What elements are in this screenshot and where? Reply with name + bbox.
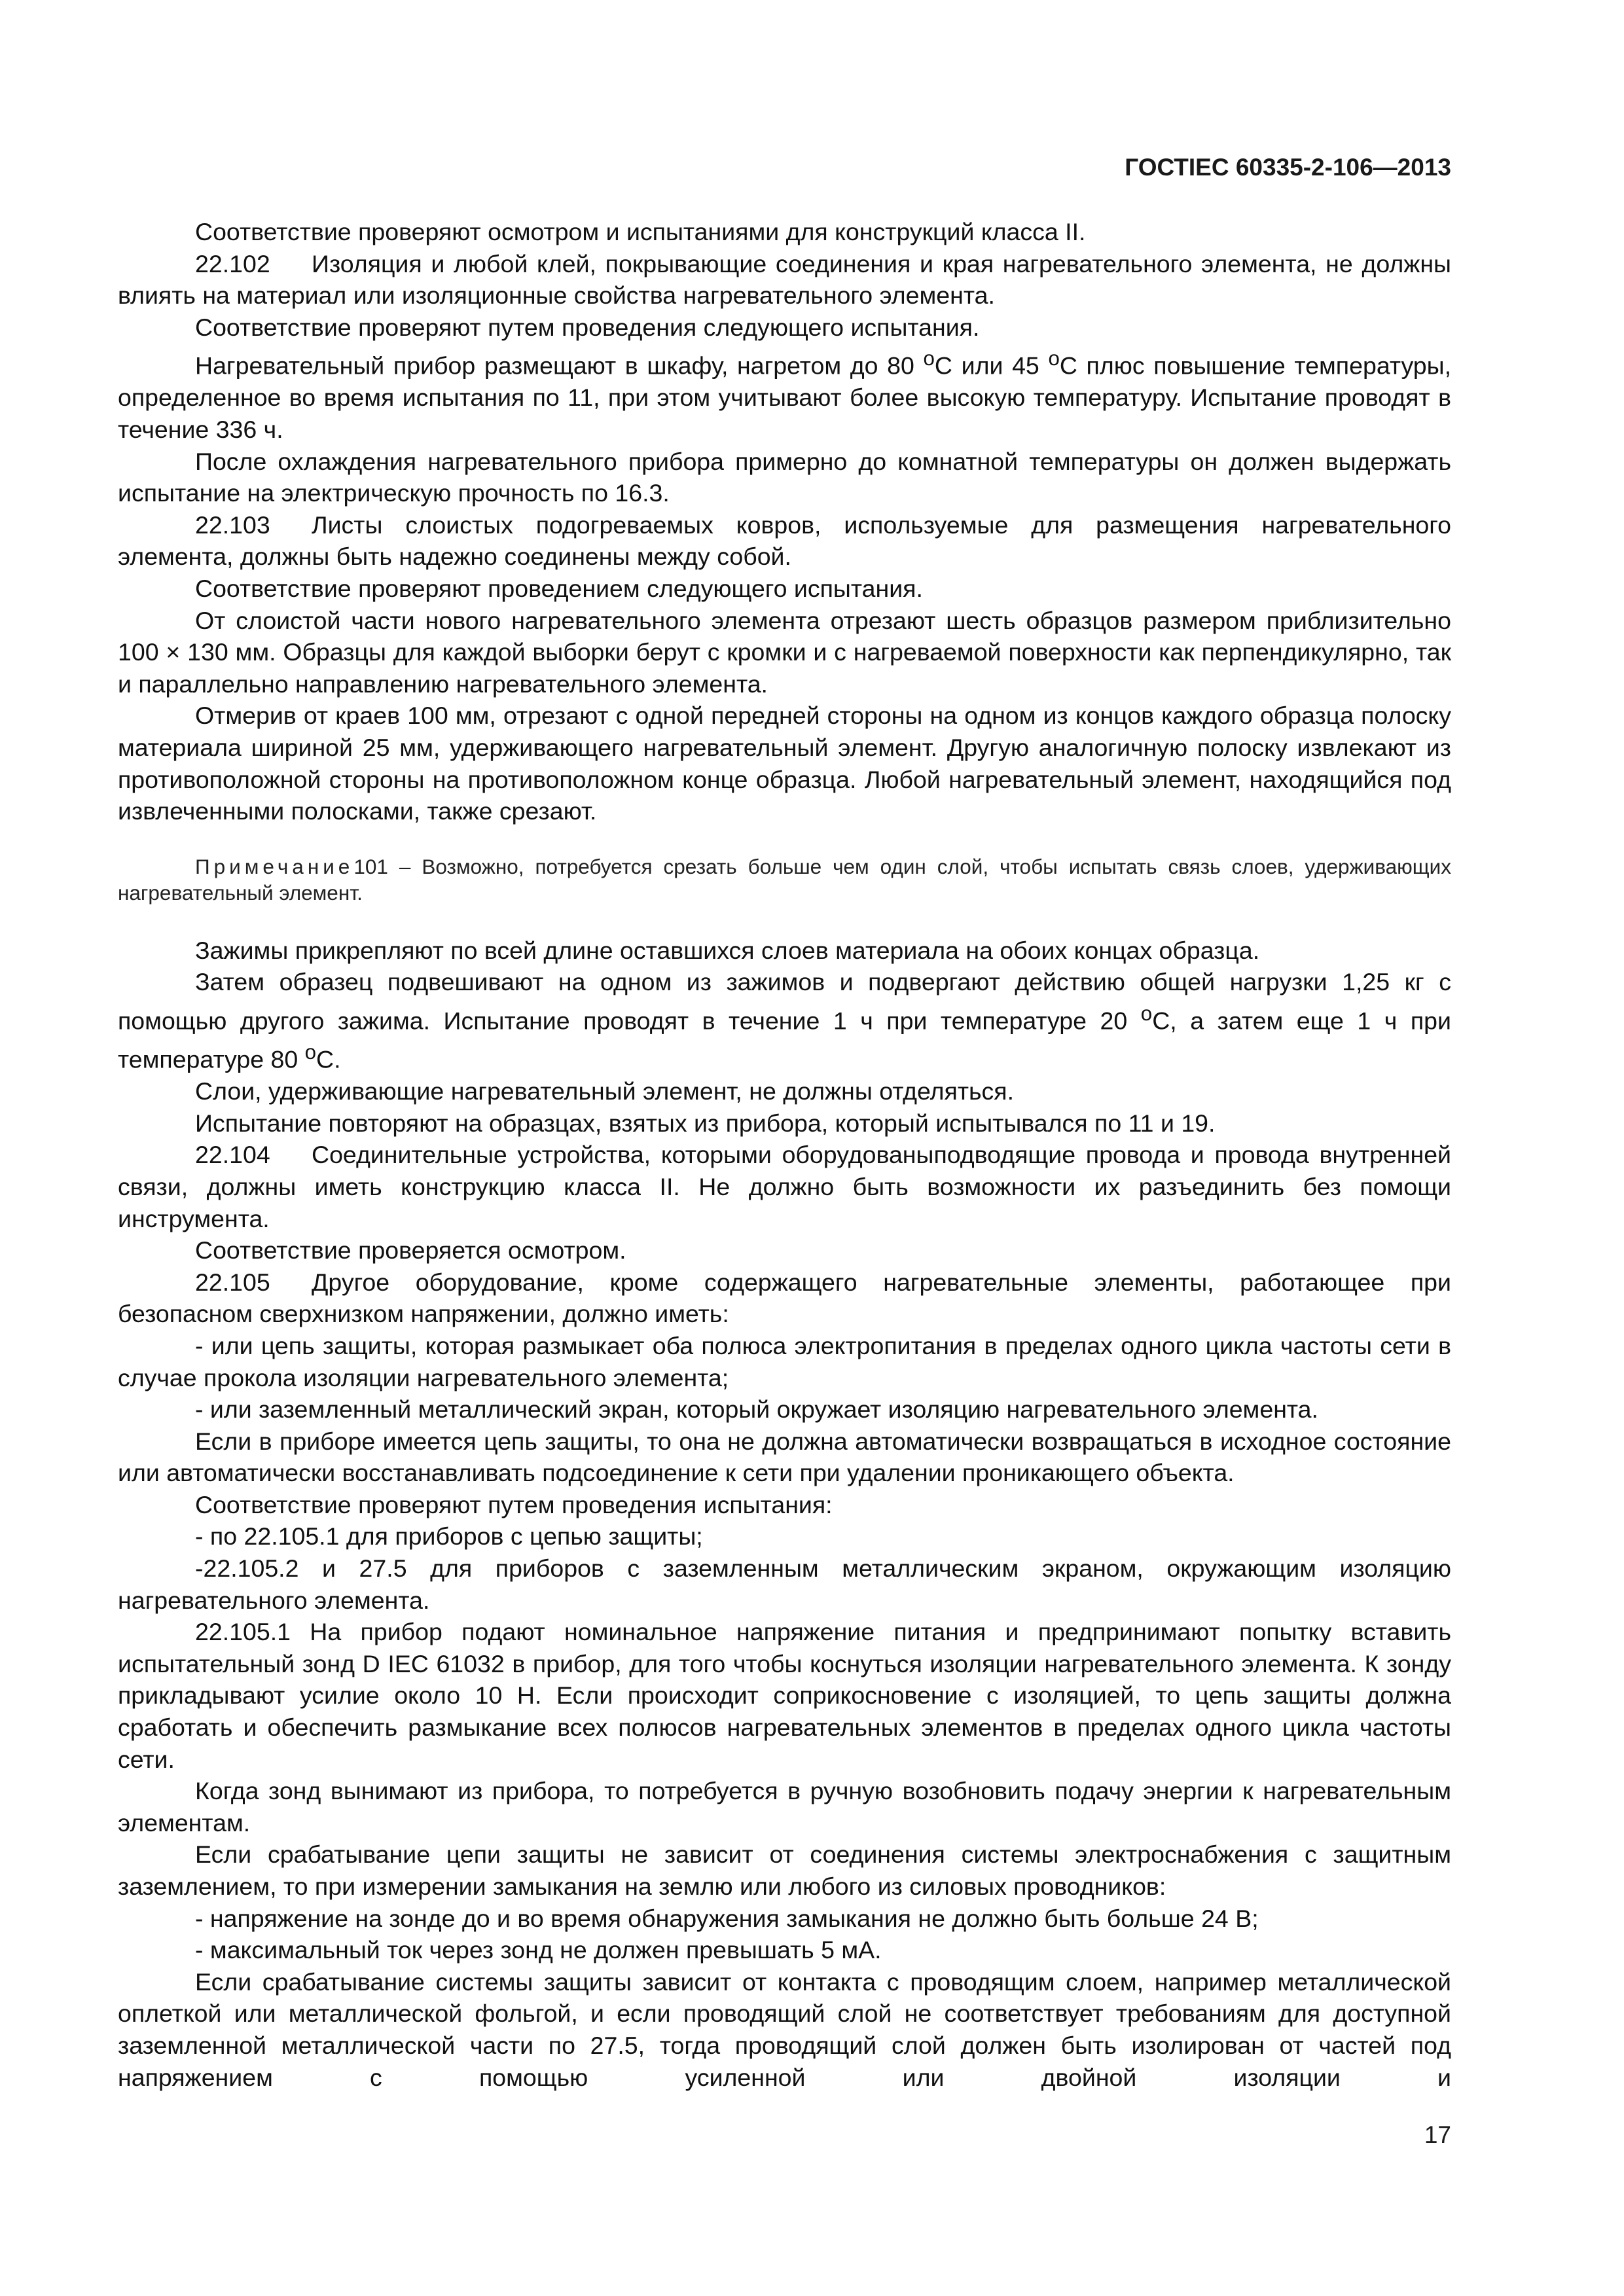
clause-number: 22.102 xyxy=(195,249,270,278)
list-item: - по 22.105.1 для приборов с цепью защиты; xyxy=(195,1522,703,1551)
clause-22-102 xyxy=(118,248,1451,312)
paragraph-temperature xyxy=(118,343,1451,445)
clause-number: 22.105 xyxy=(195,1268,270,1296)
text-run: С, а затем еще 1 ч при температуре 80 xyxy=(118,1007,1451,1073)
paragraph: Соответствие проверяют осмотром и испытаниями для конструкций класса II. xyxy=(195,218,1086,245)
paragraph: Если в приборе имеется цепь защиты, то она не должна автоматически возвращаться в исходное состояние или автоматически восстанавливать подсоединение к сети при удалении проникающего объекта. xyxy=(118,1427,1451,1487)
text-run: Затем образец подвешивают на одном из зажимов и подвергают действию общей нагрузки 1,25 кг с помощью другого зажима. Испытание проводят в течение 1 ч при температуре 20 xyxy=(118,968,1451,1035)
note-number: 101 xyxy=(353,854,388,878)
clause-22-103 xyxy=(118,509,1451,573)
degree-sign: o xyxy=(923,347,935,370)
clause-22-105-1: 22.105.1 На прибор подают номинальное напряжение питания и предпринимают попытку вставить испытательный зонд D IEC 61032 в прибор, для того чтобы коснуться изоляции нагревательного элемента. К зонду прикладывают усилие около 10 Н. Если происходит соприкосновение с изоляцией, то цепь защиты должна сработать и обеспечить размыкание всех полюсов нагревательных элементов в пределах одного цикла частоты сети. xyxy=(118,1618,1451,1773)
degree-sign: o xyxy=(1140,1001,1153,1025)
paragraph: Слои, удерживающие нагревательный элемент, не должны отделяться. xyxy=(195,1077,1015,1105)
list-item: - напряжение на зонде до и во время обнаружения замыкания не должно быть больше 24 В; xyxy=(195,1904,1259,1932)
note-label: Примечание xyxy=(195,854,354,878)
clause-text: Соединительные устройства, которыми оборудованыподводящие провода и провода внутренней связи, должны иметь конструкцию класса II. Не должно быть возможности их разъединить без помощи инструмента. xyxy=(118,1141,1451,1232)
document-code-header: ГОСТIEC 60335-2-106—2013 xyxy=(1125,154,1451,181)
degree-sign: o xyxy=(304,1041,317,1064)
paragraph: Когда зонд вынимают из прибора, то потребуется в ручную возобновить подачу энергии к нагревательным элементам. xyxy=(118,1777,1451,1837)
note-101 xyxy=(118,853,1451,906)
paragraph: Если срабатывание системы защиты зависит от контакта с проводящим слоем, например металлической оплеткой или металлической фольгой, и если проводящий слой не соответствует требованиям для доступной заземленной металлической части по 27.5, тогда проводящий слой должен быть изолирован от частей под напряжением с помощью усиленной или двойной изоляции и xyxy=(118,1967,1451,2091)
degree-sign: o xyxy=(1048,347,1060,370)
list-item: - или заземленный металлический экран, который окружает изоляцию нагревательного элемента. xyxy=(195,1395,1318,1424)
list-item: - максимальный ток через зонд не должен превышать 5 мА. xyxy=(195,1936,882,1964)
list-item: - или цепь защиты, которая размыкает оба полюса электропитания в пределах одного цикла частоты сети в случае прокола изоляции нагревательного элемента; xyxy=(118,1331,1451,1391)
clause-text: Другое оборудование, кроме содержащего нагревательные элементы, работающее при безопасном сверхнизком напряжении, должно иметь: xyxy=(118,1268,1451,1328)
text-run: С или 45 xyxy=(934,351,1049,380)
clause-number: 22.104 xyxy=(195,1141,270,1169)
paragraph: От слоистой части нового нагревательного элемента отрезают шесть образцов размером приблизительно 100 × 130 мм. Образцы для каждой выборки берут с кромки и с нагреваемой поверхности как перпендикулярно, так и параллельно направлению нагревательного элемента. xyxy=(118,606,1451,698)
text-run: С плюс повышение температуры, определенное во время испытания по 11, при этом учитывают более высокую температуру. Испытание проводят в течение 336 ч. xyxy=(118,351,1451,444)
paragraph: Если срабатывание цепи защиты не зависит от соединения системы электроснабжения с защитным заземлением, то при измерении замыкания на землю или любого из силовых проводников: xyxy=(118,1840,1451,1900)
paragraph: Соответствие проверяется осмотром. xyxy=(195,1236,626,1265)
paragraph: Соответствие проверяют путем проведения следующего испытания. xyxy=(195,313,980,341)
paragraph: Отмерив от краев 100 мм, отрезают с одной передней стороны на одном из концов каждого образца полоску материала шириной 25 мм, удерживающего нагревательный элемент. Другую аналогичную полоску извлекают из противоположной стороны на противоположном конце образца. Любой нагревательный элемент, находящийся под извлеченными полосками, также срезают. xyxy=(118,702,1451,825)
page-number: 17 xyxy=(1424,2121,1451,2148)
clause-text: Изоляция и любой клей, покрывающие соединения и края нагревательного элемента, не должны влиять на материал или изоляционные свойства нагревательного элемента. xyxy=(118,249,1451,310)
paragraph: Зажимы прикрепляют по всей длине оставшихся слоев материала на обоих концах образца. xyxy=(195,936,1260,964)
clause-text: Листы слоистых подогреваемых ковров, используемые для размещения нагревательного элемента, должны быть надежно соединены между собой. xyxy=(118,511,1451,571)
paragraph-load-test xyxy=(118,966,1451,1075)
note-text: – Возможно, потребуется срезать больше чем один слой, чтобы испытать связь слоев, удерживающих нагревательный элемент. xyxy=(118,854,1451,905)
text-run: Нагревательный прибор размещают в шкафу, нагретом до 80 xyxy=(195,351,924,380)
clause-number: 22.103 xyxy=(195,511,270,539)
paragraph: Соответствие проверяют проведением следующего испытания. xyxy=(195,575,923,603)
document-body xyxy=(118,216,1451,2093)
clause-22-104 xyxy=(118,1139,1451,1234)
list-item: -22.105.2 и 27.5 для приборов с заземленным металлическим экраном, окружающим изоляцию нагревательного элемента. xyxy=(118,1554,1451,1614)
paragraph: Испытание повторяют на образцах, взятых из прибора, который испытывался по 11 и 19. xyxy=(195,1109,1216,1137)
text-run: С. xyxy=(316,1045,341,1073)
paragraph: Соответствие проверяют путем проведения испытания: xyxy=(195,1490,833,1518)
paragraph: После охлаждения нагревательного прибора примерно до комнатной температуры он должен выдержать испытание на электрическую прочность по 16.3. xyxy=(118,447,1451,507)
clause-22-105 xyxy=(118,1266,1451,1330)
